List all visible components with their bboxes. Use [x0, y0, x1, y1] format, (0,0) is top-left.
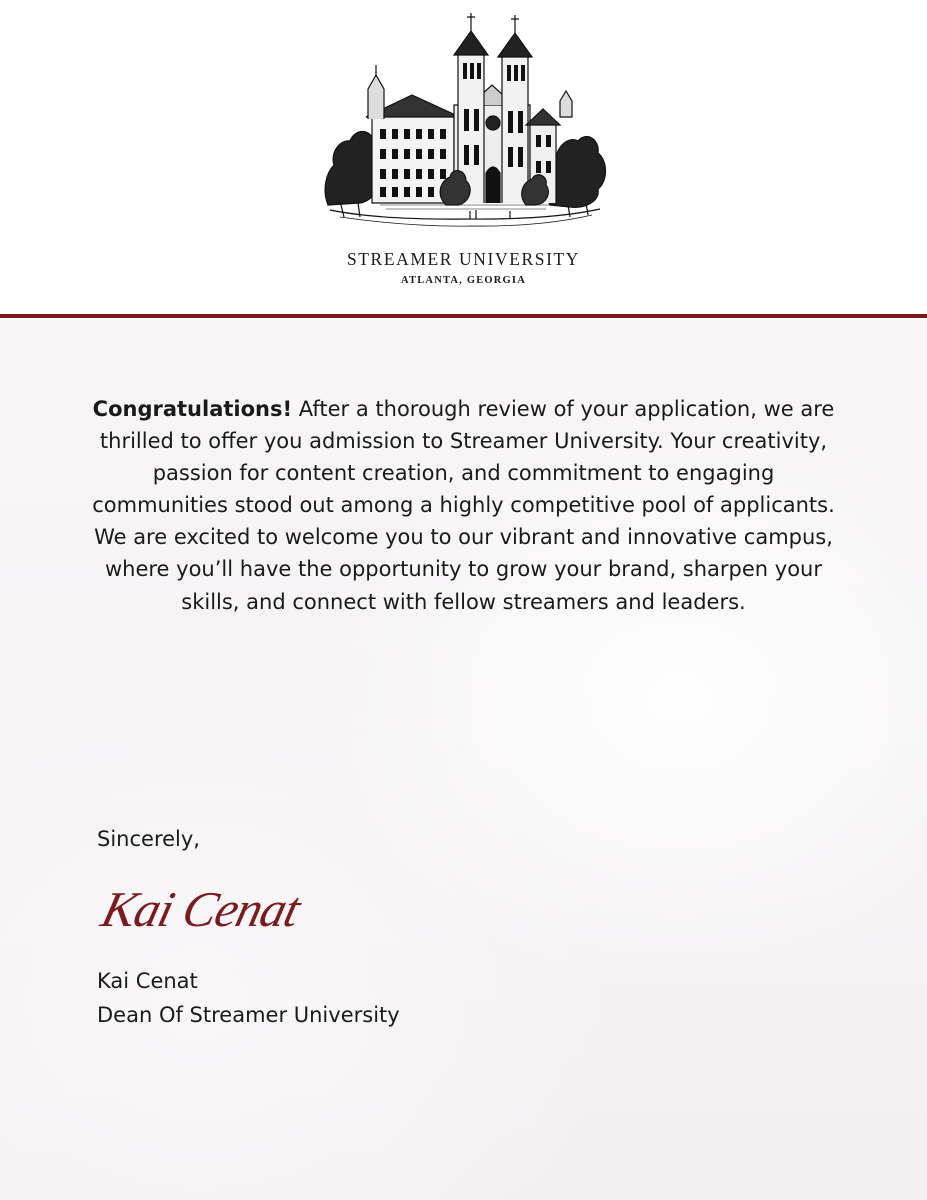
letter-body-text: After a thorough review of your application, we are thrilled to offer you admission to Streamer University. Your creativity, passion for content creation, and commitment to engaging communities stood out among a highly competitive pool of applicants. We are excited to welcome you to our vibrant and innovative campus, where you’ll have the opportunity to grow your brand, sharpen your skills, and connect with fellow streamers and leaders.	[92, 397, 835, 614]
greeting: Congratulations!	[92, 397, 293, 421]
university-building-illustration	[320, 5, 610, 237]
letter-body	[88, 393, 839, 618]
university-location: ATLANTA, GEORGIA	[401, 275, 526, 286]
university-name: STREAMER UNIVERSITY	[346, 249, 581, 269]
closing: Sincerely,	[97, 827, 200, 851]
signer-name: Kai Cenat	[97, 969, 198, 993]
signature: Kai Cenat	[96, 881, 306, 937]
signer-title: Dean Of Streamer University	[97, 1003, 400, 1027]
header-divider	[0, 314, 927, 318]
letterhead	[0, 0, 927, 316]
